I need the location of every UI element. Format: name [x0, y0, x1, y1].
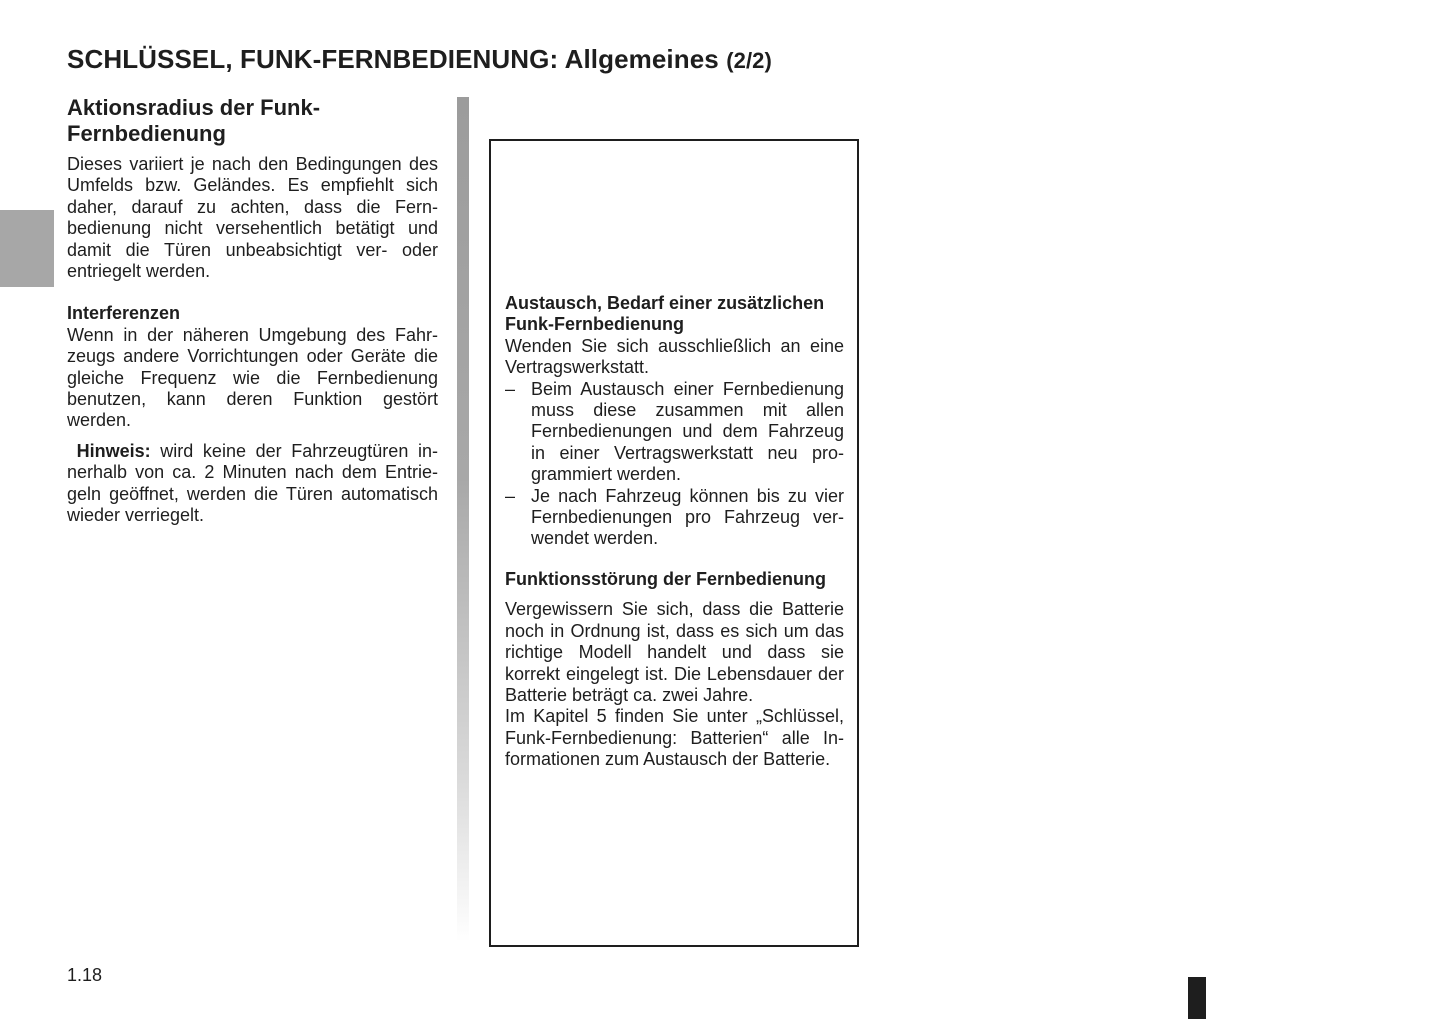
- left-column: [67, 95, 438, 527]
- info-box-content: [505, 293, 844, 771]
- chapter-reference: Im Kapitel 5 finden Sie unter „Schlüssel, Funk-Fernbedienung: Batterien“ alle Informationen zum Austausch der Batterie.: [505, 706, 844, 770]
- note-text: wird keine der Fahrzeugtüren innerhalb von ca. 2 Minuten nach dem Entriegeln geöffnet, werden die Türen automatisch wieder verriegelt.: [67, 440, 438, 526]
- interference-paragraph: Wenn in der näheren Umgebung des Fahrzeugs andere Vorrichtungen oder Geräte die gleiche Frequenz wie die Fernbedienung benutzen, kann deren Funktion gestört werden.: [67, 324, 438, 431]
- list-item-text: Beim Austausch einer Fernbedienung muss diese zusammen mit allen Fernbedienungen und dem Fahrzeug in einer Vertragswerkstatt neu programmiert werden.: [531, 378, 844, 485]
- replacement-list: [505, 379, 844, 550]
- replacement-heading: Austausch, Bedarf einer zusätzlichen Funk-Fernbedienung: [505, 293, 825, 335]
- list-item-text: Je nach Fahrzeug können bis zu vier Fernbedienungen pro Fahrzeug verwendet werden.: [531, 485, 844, 549]
- corner-mark: [1188, 977, 1206, 1019]
- page-title-main: SCHLÜSSEL, FUNK-FERNBEDIENUNG: Allgemeines: [67, 44, 719, 74]
- column-divider: [457, 97, 469, 942]
- chapter-tab: [0, 210, 54, 287]
- page-number: 1.18: [67, 965, 103, 985]
- list-dash: –: [505, 485, 516, 506]
- interference-heading: Interferenzen: [67, 303, 181, 324]
- note-label: Hinweis:: [76, 440, 151, 461]
- list-dash: –: [505, 378, 516, 399]
- list-item: [505, 486, 844, 550]
- malfunction-paragraph: Vergewissern Sie sich, dass die Batterie noch in Ordnung ist, dass es sich um das richtige Modell handelt und dass sie korrekt eingelegt ist. Die Lebensdauer der Batterie beträgt ca. zwei Jahre.: [505, 599, 844, 705]
- range-paragraph: Dieses variiert je nach den Bedingungen des Umfelds bzw. Geländes. Es empfiehlt sich daher, darauf zu achten, dass die Fernbedienung nicht versehentlich betätigt und damit die Türen unbeabsichtigt ver- oder entriegelt werden.: [67, 154, 438, 282]
- replacement-paragraph: Wenden Sie sich ausschließlich an eine Vertragswerkstatt.: [505, 335, 844, 378]
- section-heading-range: Aktionsradius der Funk-Fernbedienung: [67, 95, 321, 146]
- page-title-part: (2/2): [726, 48, 772, 73]
- page-title: [67, 44, 772, 75]
- note-paragraph: [67, 441, 438, 527]
- info-box: [489, 139, 859, 947]
- list-item: [505, 379, 844, 486]
- malfunction-heading: Funktionsstörung der Fernbedienung: [505, 568, 826, 589]
